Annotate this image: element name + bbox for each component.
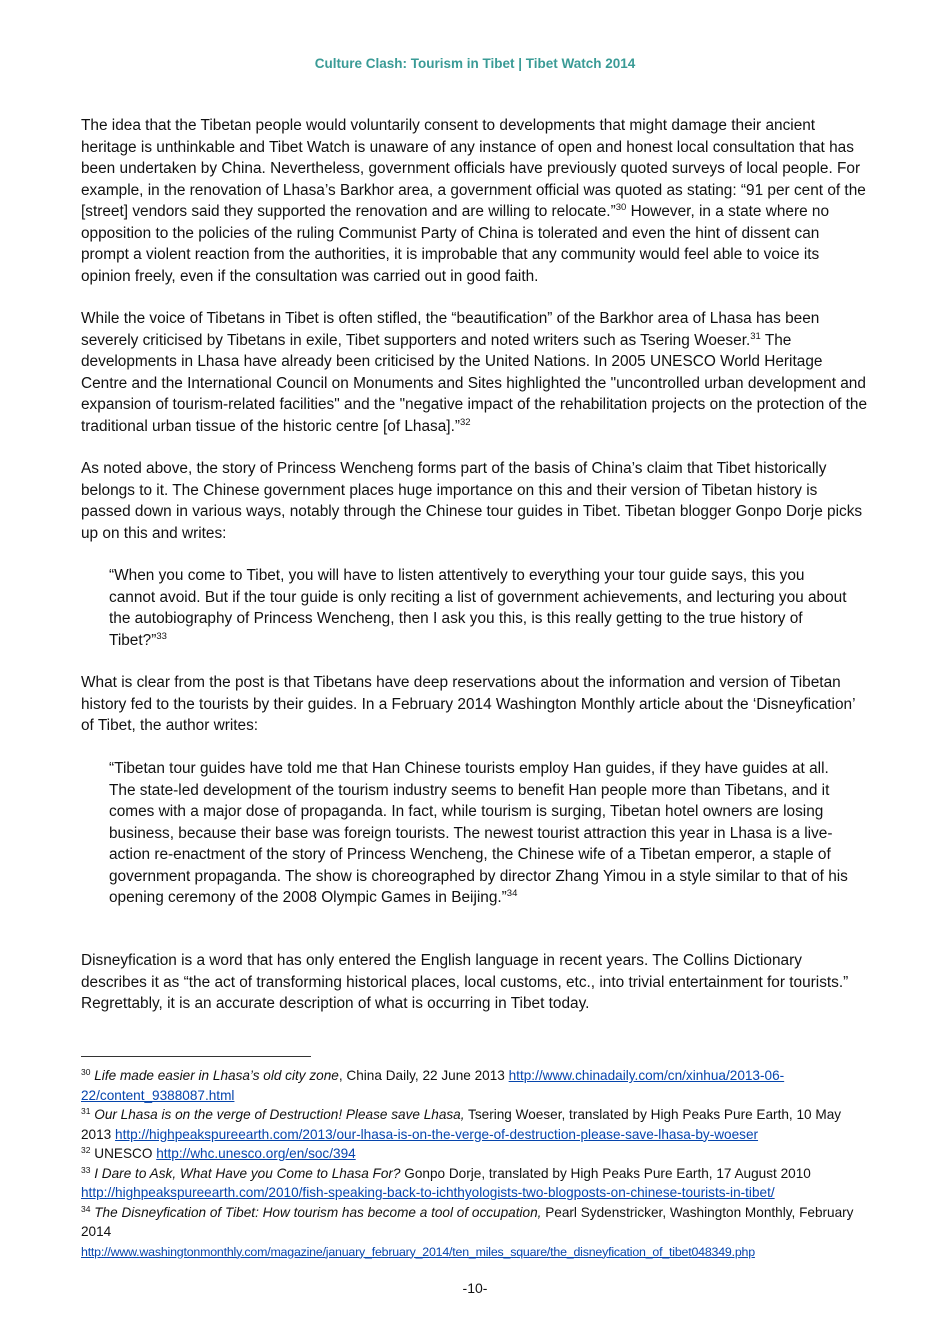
footnote-ref[interactable]: 33 <box>156 630 167 642</box>
footnote-source: UNESCO <box>94 1146 157 1161</box>
quote-text: “Tibetan tour guides have told me that Han Chinese tourists employ Han guides, if they have guides at all. The state-led development of the tourism industry seems to benefit Han people more than Tibetans, and it comes with a major dose of propaganda. In fact, while tourism is surging, Tibetan hotel owners are losing business, because their base was foreign tourists. The newest tourist attraction this year in Lhasa is a live-action re-enactment of the story of Princess Wencheng, the Chinese wife of a Tibetan emperor, a staple of government propaganda. The show is choreographed by director Zhang Yimou in a style similar to that of his opening ceremony of the 2008 Olympic Games in Beijing.” <box>109 760 848 906</box>
footnote-title: I Dare to Ask, What Have you Come to Lhasa For? <box>94 1165 401 1181</box>
footnote-ref[interactable]: 32 <box>460 416 471 428</box>
footnote-link[interactable]: http://highpeakspureearth.com/2013/our-lhasa-is-on-the-verge-of-destruction-please-save-lhasa-by-woeser <box>115 1126 759 1142</box>
paragraph-text: As noted above, the story of Princess Wencheng forms part of the basis of China’s claim that Tibet historically belongs to it. The Chinese government places huge importance on this and their version of Tibetan history is passed down in various ways, notably through the Chinese tour guides in Tibet. Tibetan blogger Gonpo Dorje picks up on this and writes: <box>81 460 863 542</box>
page-number: -10- <box>462 1280 488 1296</box>
running-header: Culture Clash: Tourism in Tibet | Tibet Watch 2014 <box>314 56 636 71</box>
footnote-title: Life made easier in Lhasa’s old city zone <box>94 1068 339 1083</box>
footnote-34 <box>81 1203 871 1263</box>
footnote-33 <box>81 1164 871 1203</box>
footnote-source: , China Daily, 22 June 2013 <box>338 1068 509 1083</box>
footnote-source: Tsering Woeser, translated by High Peaks Pure Earth, 10 May 2013 <box>81 1107 842 1142</box>
footnote-ref[interactable]: 31 <box>750 330 761 342</box>
footnote-31 <box>81 1105 871 1144</box>
paragraph-text: While the voice of Tibetans in Tibet is often stifled, the “beautification” of the Barkhor area of Lhasa has been severely criticised by Tibetans in exile, Tibet supporters and noted writers such as Tsering Woeser. <box>81 310 820 349</box>
paragraph-2 <box>81 308 871 437</box>
paragraph-text: Disneyfication is a word that has only entered the English language in recent years. The Collins Dictionary describes it as “the act of transforming historical places, local customs, etc., into trivial entertainment for tourists.” Regrettably, it is an accurate description of what is occurring in Tibet today. <box>81 952 849 1012</box>
paragraph-1 <box>81 115 871 287</box>
block-quote-1 <box>81 565 871 651</box>
footnote-number: 31 <box>81 1106 91 1116</box>
footnote-number: 32 <box>81 1145 91 1155</box>
footnote-30 <box>81 1066 871 1105</box>
footnote-source: Pearl Sydenstricker, Washington Monthly, February 2014 <box>81 1204 854 1239</box>
footnote-title: The Disneyfication of Tibet: How tourism has become a tool of occupation, <box>94 1204 542 1220</box>
footnote-32 <box>81 1144 871 1164</box>
quote-text: “When you come to Tibet, you will have to listen attentively to everything your tour guide says, this you cannot avoid. But if the tour guide is only reciting a list of government achievements, and lecturing you about the autobiography of Princess Wencheng, then I ask you this, is this really getting to the true history of Tibet?” <box>109 567 847 649</box>
footnote-link[interactable]: http://www.washingtonmonthly.com/magazine/january_february_2014/ten_miles_square/the_disneyfication_of_tibet048349.php <box>81 1244 755 1259</box>
footnote-separator <box>81 1056 311 1057</box>
paragraph-3 <box>81 458 871 544</box>
footnote-link[interactable]: http://whc.unesco.org/en/soc/394 <box>156 1146 356 1161</box>
footnote-number: 34 <box>81 1203 91 1214</box>
paragraph-text: The idea that the Tibetan people would voluntarily consent to developments that might damage their ancient heritage is unthinkable and Tibet Watch is unaware of any instance of open and honest local consultation that has been undertaken by China. Nevertheless, government officials have previously quoted surveys of local people. For example, in the renovation of Lhasa’s Barkhor area, a government official was quoted as stating: “91 per cent of the [street] vendors said they supported the renovation and are willing to relocate.” <box>81 117 866 220</box>
footnote-source: Gonpo Dorje, translated by High Peaks Pure Earth, 17 August 2010 <box>400 1165 811 1181</box>
footnote-title: Our Lhasa is on the verge of Destruction! Please save Lhasa, <box>94 1107 465 1122</box>
paragraph-text: However, in a state where no opposition to the policies of the ruling Communist Party of China is tolerated and even the hint of dissent can prompt a violent reaction from the authorities, it is improbable that any community would feel able to voice its opinion freely, even if the consultation was carried out in good faith. <box>81 203 830 285</box>
paragraph-text: What is clear from the post is that Tibetans have deep reservations about the information and version of Tibetan history fed to the tourists by their guides. In a February 2014 Washington Monthly article about the ‘Disneyfication’ of Tibet, the author writes: <box>81 674 855 734</box>
paragraph-4 <box>81 672 871 737</box>
paragraph-5 <box>81 950 871 1015</box>
footnote-number: 33 <box>81 1164 91 1175</box>
footnote-link[interactable]: http://www.chinadaily.com/cn/xinhua/2013-06-22/content_9388087.html <box>81 1068 785 1103</box>
footnote-ref[interactable]: 30 <box>615 202 627 213</box>
paragraph-text: The developments in Lhasa have already been criticised by the United Nations. In 2005 UNESCO World Heritage Centre and the International Council on Monuments and Sites highlighted the "uncontrolled urban development and expansion of tourism-related facilities" and the "negative impact of the rehabilitation projects on the protection of the traditional urban tissue of the historic centre [of Lhasa].” <box>81 331 868 435</box>
block-quote-2 <box>81 758 871 909</box>
footnotes <box>81 1066 871 1262</box>
footnote-ref[interactable]: 34 <box>506 888 518 899</box>
footnote-number: 30 <box>81 1067 91 1077</box>
footnote-link[interactable]: http://highpeakspureearth.com/2010/fish-speaking-back-to-ichthyologists-two-blogposts-on-chinese-tourists-in-tibet/ <box>81 1185 775 1200</box>
